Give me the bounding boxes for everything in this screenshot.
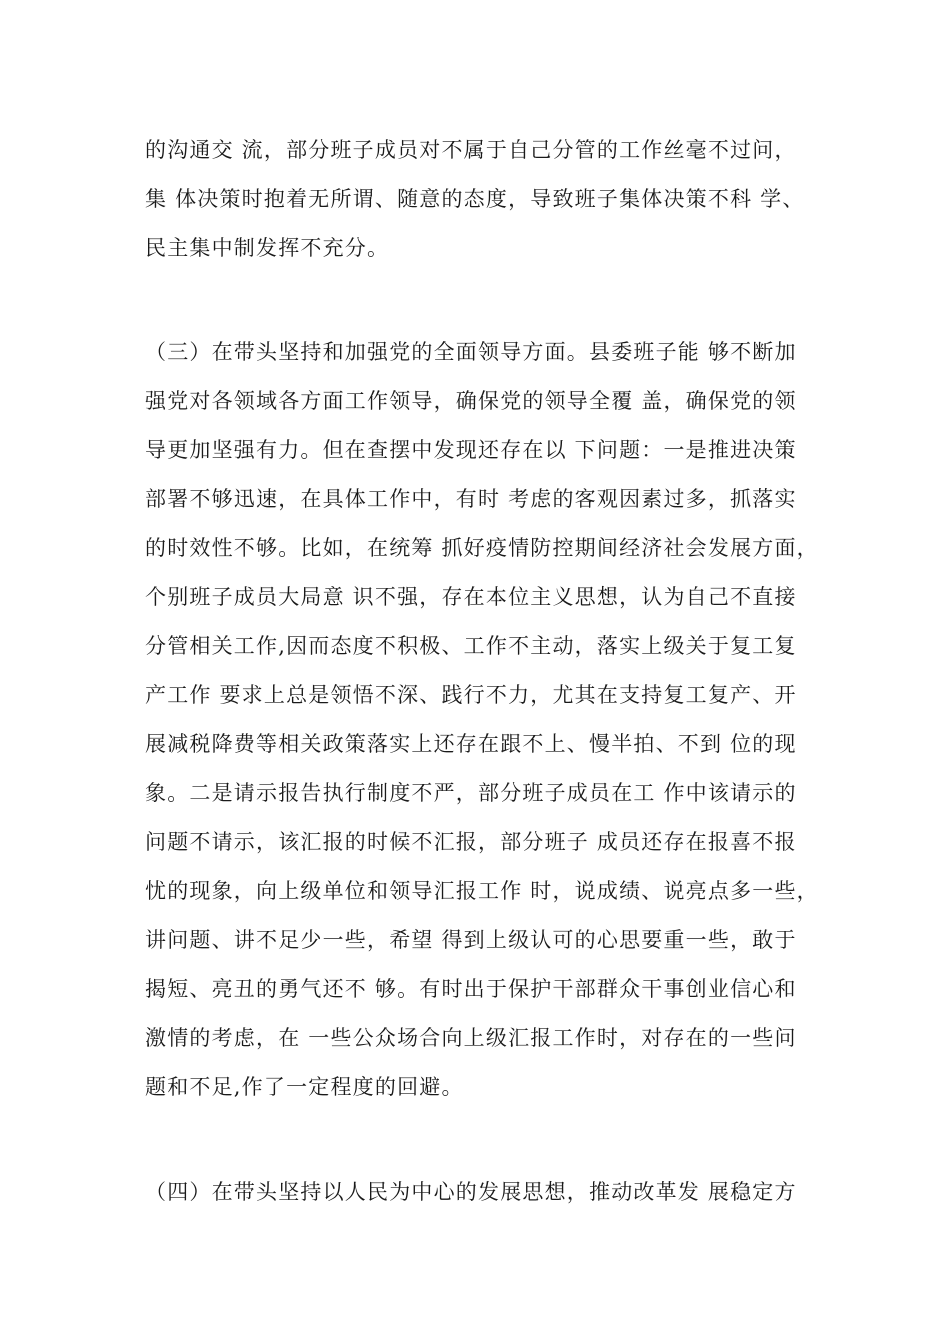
text-line: 展减税降费等相关政策落实上还存在跟不上、慢半拍、不到 位的现: [145, 732, 797, 756]
text-line: 民主集中制发挥不充分。: [145, 236, 390, 260]
section-heading-line: （四）在带头坚持以人民为中心的发展思想，推动改革发 展稳定方: [145, 1180, 797, 1204]
section-heading-line: （三）在带头坚持和加强党的全面领导方面。县委班子能 够不断加: [145, 340, 797, 364]
text-line: 分管相关工作,因而态度不积极、工作不主动，落实上级关于复工复: [145, 634, 797, 658]
text-line: 部署不够迅速，在具体工作中，有时 考虑的客观因素过多，抓落实: [145, 487, 797, 511]
text-line: 象。二是请示报告执行制度不严，部分班子成员在工 作中该请示的: [145, 781, 797, 805]
text-line: 的时效性不够。比如，在统筹 抓好疫情防控期间经济社会发展方面，: [145, 536, 819, 560]
text-line: 激情的考虑，在 一些公众场合向上级汇报工作时，对存在的一些问: [145, 1026, 797, 1050]
text-line: 强党对各领域各方面工作领导，确保党的领导全覆 盖，确保党的领: [145, 389, 797, 413]
text-line: 揭短、亮丑的勇气还不 够。有时出于保护干部群众干事创业信心和: [145, 977, 797, 1001]
text-line: 导更加坚强有力。但在查摆中发现还存在以 下问题：一是推进决策: [145, 438, 797, 462]
text-line: 忧的现象，向上级单位和领导汇报工作 时，说成绩、说亮点多一些，: [145, 879, 819, 903]
text-line: 个别班子成员大局意 识不强，存在本位主义思想，认为自己不直接: [145, 585, 797, 609]
text-line: 集 体决策时抱着无所谓、随意的态度，导致班子集体决策不科 学、: [145, 187, 805, 211]
text-line: 题和不足,作了一定程度的回避。: [145, 1075, 464, 1099]
text-line: 问题不请示，该汇报的时候不汇报，部分班子 成员还存在报喜不报: [145, 830, 797, 854]
text-line: 产工作 要求上总是领悟不深、践行不力，尤其在支持复工复产、开: [145, 683, 797, 707]
text-line: 讲问题、讲不足少一些，希望 得到上级认可的心思要重一些，敢于: [145, 928, 797, 952]
text-line: 的沟通交 流，部分班子成员对不属于自己分管的工作丝毫不过问，: [145, 138, 797, 162]
